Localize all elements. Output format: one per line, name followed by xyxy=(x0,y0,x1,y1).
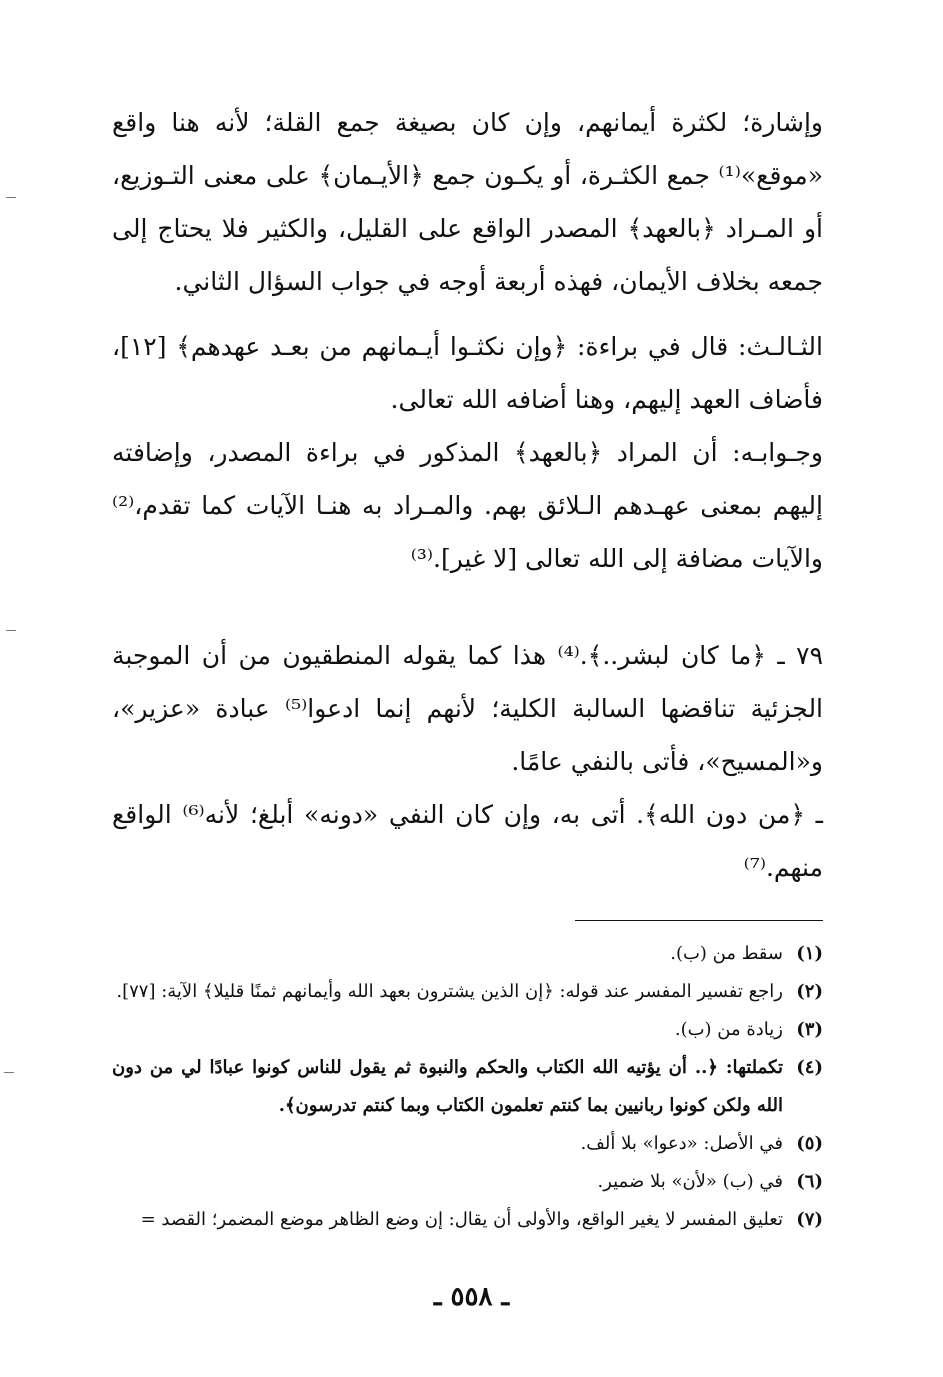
footnote-text: في (ب) «لأن» بلا ضمير. xyxy=(597,1171,783,1192)
footnote-number: (٢) xyxy=(796,981,823,1002)
scan-mark xyxy=(6,630,16,631)
page-number: ـ ٥٥٨ ـ xyxy=(433,1282,510,1312)
scan-mark xyxy=(6,197,16,198)
paragraph-4: ٧٩ ـ ﴿ما كان لبشر..﴾.⁽⁴⁾ هذا كما يقوله المنطقيون من أن الموجبة الجزئية تناقضها السالبة الكلية؛ لأنهم إنما ادعوا⁽⁵⁾ عبادة «عزير»، و«المسيح»، فأتى بالنفي عامًا. xyxy=(112,641,824,776)
footnote-number: (٧) xyxy=(796,1209,823,1230)
footnote-number: (٣) xyxy=(796,1019,823,1040)
footnote-5 xyxy=(112,1125,823,1163)
footnote-number: (٤) xyxy=(796,1057,823,1078)
footnote-text: تكملتها: ﴿.. أن يؤتيه الله الكتاب والحكم والنبوة ثم يقول للناس كونوا عبادًا لي من دون الله ولكن كونوا ربانيين بما كنتم تعلمون الكتاب وبما كنتم تدرسون﴾. xyxy=(112,1057,783,1116)
footnote-text: في الأصل: «دعوا» بلا ألف. xyxy=(580,1133,783,1154)
footnote-3 xyxy=(112,1011,823,1049)
footnote-4 xyxy=(112,1049,823,1125)
footnote-separator xyxy=(575,920,823,921)
footnote-number: (٥) xyxy=(796,1133,823,1154)
footnote-6 xyxy=(112,1163,823,1201)
footnote-text: سقط من (ب). xyxy=(670,943,783,964)
paragraph-3: وجـوابـه: أن المراد ﴿بالعهد﴾ المذكور في براءة المصدر، وإضافته إليهم بمعنى عهـدهم الـلائق بهم. والمـراد به هنـا الآيات كما تقدم،⁽²⁾ والآيات مضافة إلى الله تعالى [لا غير].⁽³⁾ xyxy=(112,438,823,573)
footnote-text: راجع تفسير المفسر عند قوله: ﴿إن الذين يشترون بعهد الله وأيمانهم ثمنًا قليلا﴾ الآية: [٧٧]. xyxy=(116,981,783,1002)
footnote-7 xyxy=(112,1201,823,1239)
footnote-number: (٦) xyxy=(796,1171,823,1192)
paragraph-5: ـ ﴿من دون الله﴾. أتى به، وإن كان النفي «دونه» أبلغ؛ لأنه⁽⁶⁾ الواقع منهم.⁽⁷⁾ xyxy=(112,800,823,882)
footnote-2 xyxy=(112,973,823,1011)
footnote-text: زيادة من (ب). xyxy=(674,1019,783,1040)
footnote-1 xyxy=(112,935,823,973)
footnote-number: (١) xyxy=(796,943,823,964)
footnote-text: تعليق المفسر لا يغير الواقع، والأولى أن يقال: إن وضع الظاهر موضع المضمر؛ القصد = xyxy=(140,1209,783,1230)
paragraph-1: وإشارة؛ لكثرة أيمانهم، وإن كان بصيغة جمع القلة؛ لأنه هنا واقع «موقع»⁽¹⁾ جمع الكثـرة، أو يكـون جمع ﴿الأيـمان﴾ على معنى التـوزيع، أو المـراد ﴿بالعهد﴾ المصدر الواقع على القليل، والكثير فلا يحتاج إلى جمعه بخلاف الأيمان، فهذه أربعة أوجه في جواب السؤال الثاني. xyxy=(112,108,823,296)
paragraph-2: الثـالـث: قال في براءة: ﴿وإن نكثـوا أيـمانهم من بعـد عهدهم﴾ [١٢]، فأضاف العهد إليهم، وهنا أضافه الله تعالى. xyxy=(112,332,823,414)
scan-mark xyxy=(4,1072,14,1073)
